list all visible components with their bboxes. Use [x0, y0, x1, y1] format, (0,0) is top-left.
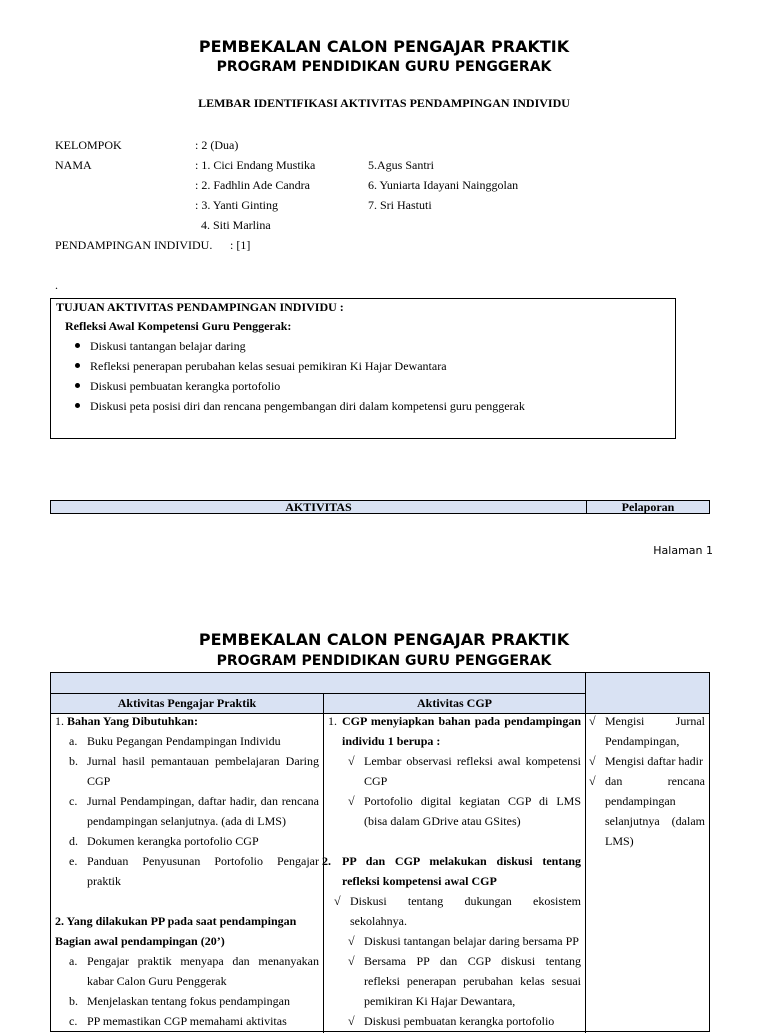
page-number: Halaman 1: [653, 544, 713, 557]
aktivitas-table-header: [50, 500, 710, 514]
section-number: 1.: [55, 714, 64, 728]
list-item: √ Diskusi pembuatan kerangka portofolio: [328, 1011, 581, 1031]
tujuan-title: TUJUAN AKTIVITAS PENDAMPINGAN INDIVIDU :: [56, 300, 344, 314]
page-title: PEMBEKALAN CALON PENGAJAR PRAKTIK: [198, 630, 570, 649]
section-title: 2. Yang dilakukan PP pada saat pendampingan: [55, 914, 297, 928]
check-icon: √: [589, 714, 596, 728]
check-icon: √: [348, 934, 355, 948]
tujuan-subtitle: Refleksi Awal Kompetensi Guru Penggerak:: [65, 319, 292, 333]
name-item: 5.Agus Santri: [368, 158, 434, 172]
kelompok-value: : 2 (Dua): [195, 138, 239, 152]
activity-table: [50, 672, 710, 1032]
aktivitas-header: AKTIVITAS: [285, 500, 352, 514]
col1-header: Aktivitas Pengajar Praktik: [117, 696, 257, 710]
name-item: : 2. Fadhlin Ade Candra: [195, 178, 310, 192]
list-item: √ dan rencana pendampingan selanjutnya (dalam LMS): [589, 771, 705, 851]
list-item: e. Panduan Penyusunan Portofolio Pengajar praktik: [69, 854, 319, 888]
tujuan-box: [50, 298, 676, 439]
list-item: √ Lembar observasi refleksi awal kompetensi CGP: [328, 751, 581, 791]
list-item: Refleksi penerapan perubahan kelas sesuai pemikiran Ki Hajar Dewantara: [51, 356, 671, 376]
section-subtitle: Bagian awal pendampingan (20’): [55, 934, 225, 948]
list-item: a. Pengajar praktik menyapa dan menanyakan kabar Calon Guru Penggerak: [69, 954, 319, 988]
section-title: 1. CGP menyiapkan bahan pada pendampingan individu 1 berupa :: [328, 714, 581, 748]
form-heading: LEMBAR IDENTIFIKASI AKTIVITAS PENDAMPINGAN INDIVIDU: [198, 96, 570, 110]
name-item: : 1. Cici Endang Mustika: [195, 158, 316, 172]
pendampingan-label: PENDAMPINGAN INDIVIDU.: [55, 238, 213, 252]
tujuan-list: [51, 336, 671, 416]
list-item: √ Mengisi Jurnal Pendampingan,: [589, 711, 705, 751]
check-icon: √: [348, 1014, 355, 1028]
name-item: 7. Sri Hastuti: [368, 198, 432, 212]
name-item: 6. Yuniarta Idayani Nainggolan: [368, 178, 519, 192]
check-icon: √: [334, 894, 341, 908]
col3-content: [589, 711, 705, 851]
col2-content: [322, 711, 581, 1031]
page-title: PEMBEKALAN CALON PENGAJAR PRAKTIK: [198, 37, 570, 56]
col2-header: Aktivitas CGP: [417, 696, 492, 710]
name-item: : 3. Yanti Ginting: [195, 198, 279, 212]
list-item: Diskusi peta posisi diri dan rencana pengembangan diri dalam kompetensi guru penggerak: [51, 396, 671, 416]
check-icon: √: [348, 954, 355, 968]
list-item: √ Diskusi tantangan belajar daring bersama PP: [328, 931, 581, 951]
list-item: b. Jurnal hasil pemantauan pembelajaran Daring CGP: [69, 754, 319, 788]
section-title: 2. PP dan CGP melakukan diskusi tentang refleksi kompetensi awal CGP: [322, 854, 581, 888]
stray-dot: .: [55, 278, 58, 292]
check-icon: √: [348, 754, 355, 768]
list-item: b. Menjelaskan tentang fokus pendampingan: [69, 994, 290, 1008]
nama-label: NAMA: [55, 158, 92, 172]
col1-content: [55, 711, 319, 1031]
list-item: √ Portofolio digital kegiatan CGP di LMS (bisa dalam GDrive atau GSites): [328, 791, 581, 831]
list-item: Diskusi tantangan belajar daring: [51, 336, 671, 356]
list-item: c. PP memastikan CGP memahami aktivitas: [69, 1014, 287, 1028]
page-subtitle: PROGRAM PENDIDIKAN GURU PENGGERAK: [216, 653, 552, 669]
list-item: √ Diskusi tentang dukungan ekosistem sekolahnya.: [328, 891, 581, 931]
name-item: 4. Siti Marlina: [201, 218, 271, 232]
page-subtitle: PROGRAM PENDIDIKAN GURU PENGGERAK: [216, 59, 552, 75]
list-item: a. Buku Pegangan Pendampingan Individu: [69, 734, 281, 748]
check-icon: √: [348, 794, 355, 808]
list-item: √ Bersama PP dan CGP diskusi tentang refleksi penerapan perubahan kelas sesuai pemikiran Ki Hajar Dewantara,: [328, 951, 581, 1011]
check-icon: √: [589, 774, 596, 788]
pelaporan-header: Pelaporan: [621, 500, 675, 514]
list-item: Diskusi pembuatan kerangka portofolio: [51, 376, 671, 396]
check-icon: √: [589, 754, 596, 768]
section-title: Bahan Yang Dibutuhkan:: [67, 714, 198, 728]
list-item: d. Dokumen kerangka portofolio CGP: [69, 834, 259, 848]
kelompok-label: KELOMPOK: [55, 138, 122, 152]
list-item: c. Jurnal Pendampingan, daftar hadir, dan rencana pendampingan selanjutnya. (ada di LMS): [69, 794, 319, 828]
list-item: √ Mengisi daftar hadir: [589, 751, 705, 771]
pendampingan-value: : [1]: [230, 238, 251, 252]
column-divider: [585, 673, 586, 1033]
